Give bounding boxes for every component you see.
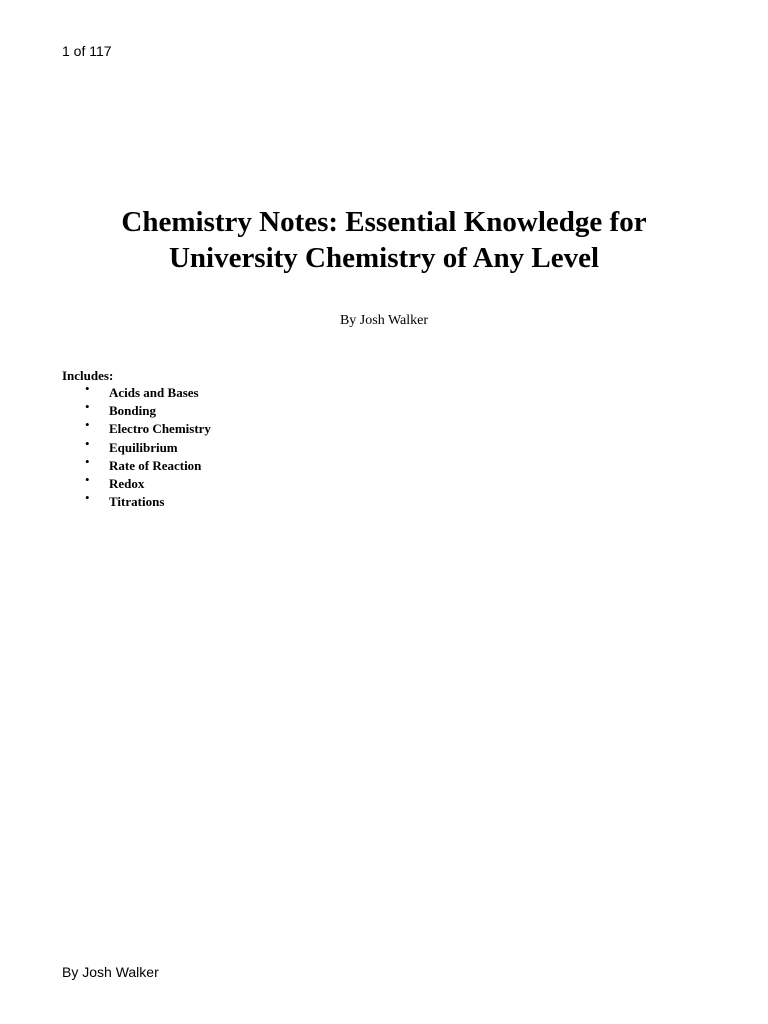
bullet-icon: • (85, 417, 90, 433)
topic-list (62, 381, 211, 511)
topic-label: Bonding (109, 403, 156, 419)
list-item (62, 490, 211, 511)
page-counter: 1 of 117 (62, 43, 112, 59)
bullet-icon: • (85, 435, 90, 451)
bullet-icon: • (85, 381, 90, 396)
topic-label: Equilibrium (109, 439, 178, 455)
document-title-line-2: University Chemistry of Any Level (168, 242, 600, 274)
topic-label: Redox (109, 475, 145, 491)
topic-label: Acids and Bases (109, 385, 199, 400)
bullet-icon: • (85, 471, 90, 487)
document-title (0, 204, 768, 276)
document-title-line-1: Chemistry Notes: Essential Knowledge for (121, 206, 647, 238)
document-byline: By Josh Walker (339, 313, 429, 328)
bullet-icon: • (85, 453, 90, 469)
bullet-icon: • (85, 399, 90, 415)
topic-label: Rate of Reaction (109, 457, 202, 473)
topic-label: Electro Chemistry (109, 421, 211, 437)
bullet-icon: • (85, 490, 90, 506)
page-footer-author: By Josh Walker (62, 964, 159, 980)
topic-label: Titrations (109, 494, 165, 510)
includes-label: Includes: (62, 368, 114, 383)
